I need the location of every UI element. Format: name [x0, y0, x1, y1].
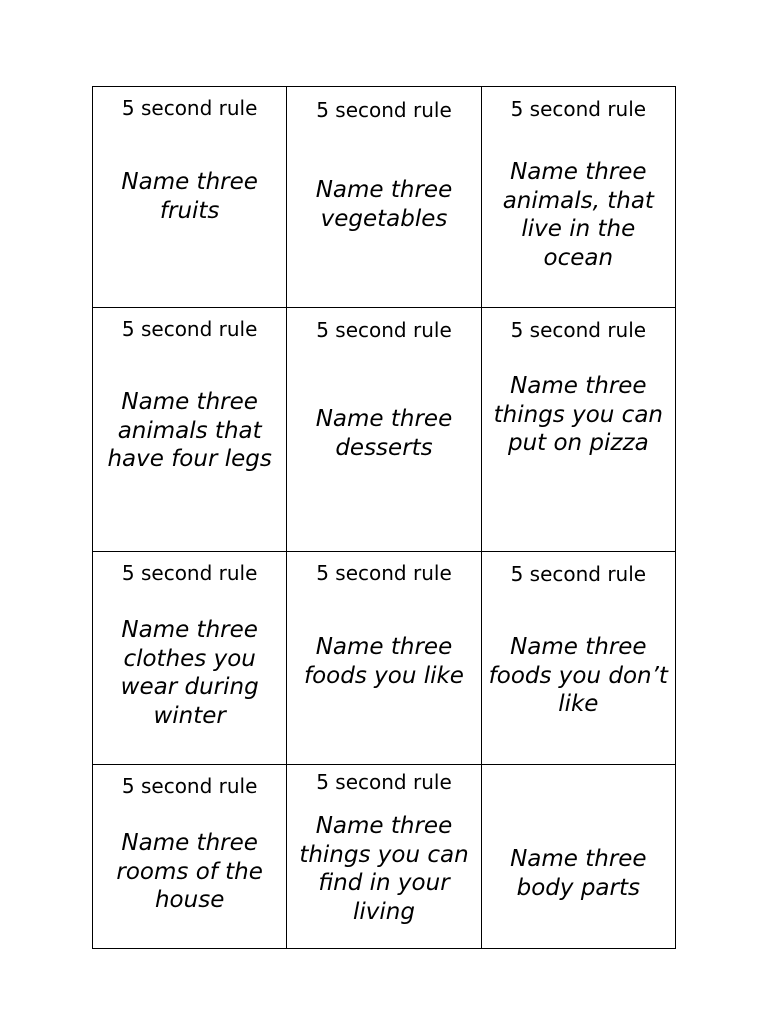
card-prompt: Name three desserts [315, 406, 453, 461]
card-prompt: Name three clothes you wear during winter [120, 617, 259, 729]
card-heading: 5 second rule [121, 561, 258, 585]
card-cell [287, 308, 481, 552]
card-cell [287, 765, 481, 949]
card-heading: 5 second rule [510, 318, 647, 342]
card-row [93, 765, 676, 949]
card-heading: 5 second rule [510, 97, 647, 121]
card-prompt: Name three things you can find in your living [299, 813, 469, 925]
card-heading: 5 second rule [316, 318, 452, 342]
card-row [93, 87, 676, 308]
card-prompt: Name three things you can put on pizza [493, 373, 663, 456]
card-heading: 5 second rule [510, 562, 647, 586]
card-prompt: Name three foods you like [304, 634, 464, 689]
card-heading: 5 second rule [316, 98, 452, 122]
card-cell [481, 765, 675, 949]
card-heading: 5 second rule [316, 770, 452, 794]
card-row [93, 552, 676, 765]
card-prompt: Name three rooms of the house [116, 830, 263, 913]
card-grid [92, 86, 676, 949]
card-cell [93, 765, 287, 949]
card-cell [481, 552, 675, 765]
card-prompt: Name three foods you don’t like [488, 634, 668, 717]
card-cell [287, 552, 481, 765]
card-prompt: Name three animals that have four legs [107, 389, 272, 472]
card-prompt: Name three vegetables [315, 177, 453, 232]
card-cell [481, 308, 675, 552]
card-cell [93, 552, 287, 765]
card-cell [93, 308, 287, 552]
card-prompt: Name three fruits [121, 169, 258, 224]
card-cell [287, 87, 481, 308]
card-prompt: Name three animals, that live in the ocean [502, 159, 654, 271]
card-heading: 5 second rule [121, 96, 258, 120]
card-cell [481, 87, 675, 308]
card-prompt: Name three body parts [510, 846, 647, 901]
card-row [93, 308, 676, 552]
card-heading: 5 second rule [121, 774, 258, 798]
card-heading: 5 second rule [316, 561, 452, 585]
card-cell [93, 87, 287, 308]
card-heading: 5 second rule [121, 317, 258, 341]
